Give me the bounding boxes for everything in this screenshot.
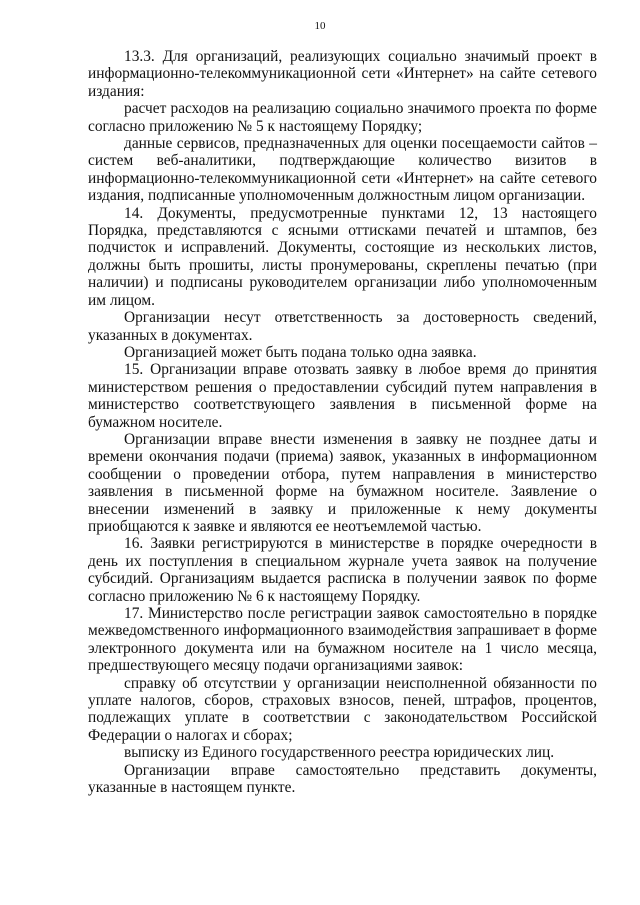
- paragraph-registry-extract: выписку из Единого государственного реестра юридических лиц.: [124, 744, 555, 762]
- paragraph-tax-certificate: справку об отсутствии у организации неисполненной обязанности по уплате налогов, сборов, страховых взносов, пеней, штрафов, процентов, подлежащих уплате в соответствии с законодательством Российской Федерации о налогах и сборах;: [88, 674, 597, 744]
- paragraph-responsibility: Организации несут ответственность за достоверность сведений, указанных в документах.: [88, 309, 597, 344]
- page-number: 10: [314, 20, 326, 32]
- paragraph-14: 14. Документы, предусмотренные пунктами 12, 13 настоящего Порядка, представляются с ясными оттисками печатей и штампов, без подчисток и исправлений. Документы, состоящие из нескольких листов, должны быть прошиты, листы пронумерованы, скреплены печатью (при наличии) и подписаны руководителем организации либо уполномоченным им лицом.: [88, 204, 597, 309]
- paragraph-17: 17. Министерство после регистрации заявок самостоятельно в порядке межведомственного информационного взаимодействия запрашивает в форме электронного документа или на бумажном носителе на 1 число месяца, предшествующего месяцу подачи организациями заявок:: [88, 605, 597, 675]
- paragraph-15: 15. Организации вправе отозвать заявку в любое время до принятия министерством решения о предоставлении субсидий путем направления в министерство соответствующего заявления в письменной форме на бумажном носителе.: [88, 361, 597, 431]
- paragraph-16: 16. Заявки регистрируются в министерстве в порядке очередности в день их поступления в специальном журнале учета заявок на получение субсидий. Организациям выдается расписка в получении заявок по форме согласно приложению № 6 к настоящему Порядку.: [88, 535, 597, 605]
- paragraph-application-changes: Организации вправе внести изменения в заявку не позднее даты и времени окончания подачи (приема) заявок, указанных в информационном сообщении о проведении отбора, путем направления в министерство заявления в письменной форме на бумажном носителе. Заявление о внесении изменений в заявку и приложенные к нему документы приобщаются к заявке и являются ее неотъемлемой частью.: [88, 430, 597, 535]
- document-body: [88, 48, 597, 796]
- paragraph-expense-calculation: расчет расходов на реализацию социально значимого проекта по форме согласно приложению № 5 к настоящему Порядку;: [88, 100, 597, 135]
- paragraph-self-submission: Организации вправе самостоятельно представить документы, указанные в настоящем пункте.: [88, 761, 597, 797]
- paragraph-single-application: Организацией может быть подана только одна заявка.: [124, 343, 477, 361]
- paragraph-13-3: 13.3. Для организаций, реализующих социально значимый проект в информационно-телекоммуникационной сети «Интернет» на сайте сетевого издания:: [88, 48, 597, 100]
- paragraph-web-analytics: данные сервисов, предназначенных для оценки посещаемости сайтов – систем веб-аналитики, подтверждающие количество визитов в информационно-телекоммуникационной сети «Интернет» на сайте сетевого издания, подписанные уполномоченным должностным лицом организации.: [88, 135, 597, 205]
